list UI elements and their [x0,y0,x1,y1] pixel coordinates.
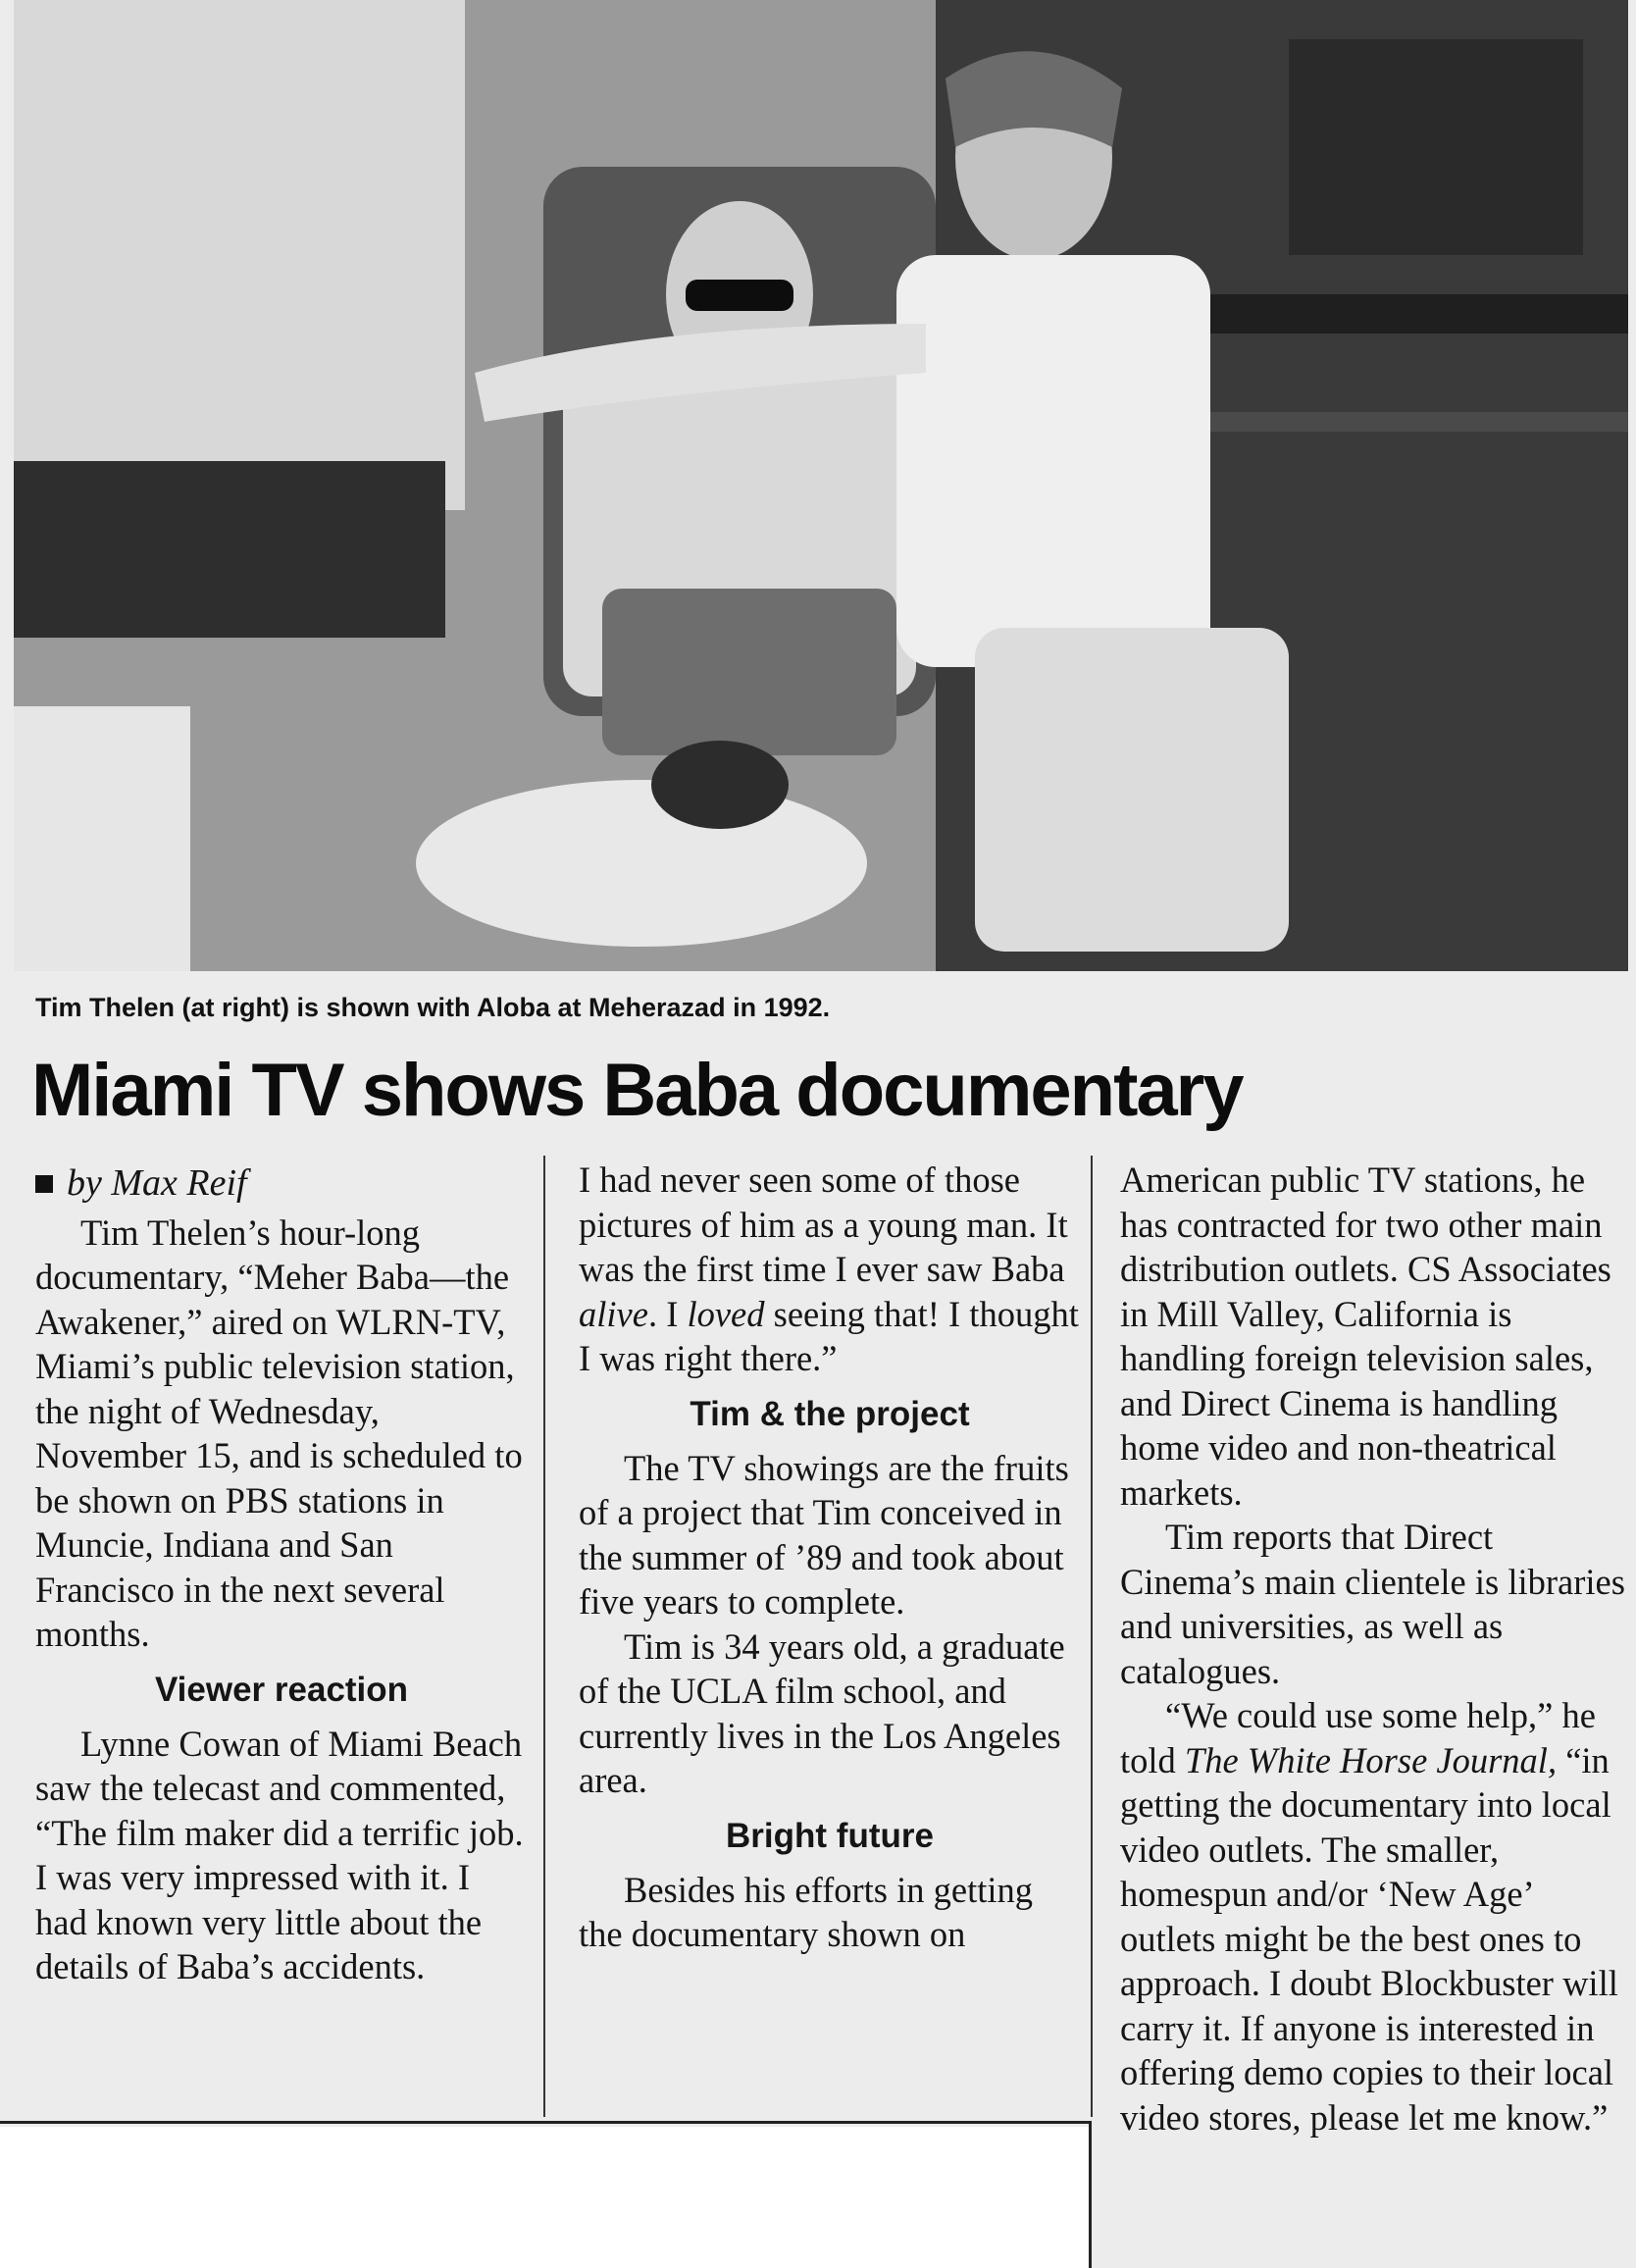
paragraph: Lynne Cowan of Miami Beach saw the telecast and commented, “The film maker did a terrific job. I was very impressed with it. I had known very little about the details of Baba’s accidents. [35,1723,524,1986]
article-column-2 [579,1158,1081,1957]
text-run: “We could use some help,” he told [1120,1695,1596,1780]
text-run: “in getting the documentary into local video outlets. The smaller, homespun and/or ‘New Age’ outlets might be the best ones to approach. I doubt Blockbuster will carry it. If anyone is interested in offering demo copies to their local video stores, please let me know.” [1120,1739,1618,2138]
paragraph: American public TV stations, he has contracted for two other main distribution outlets. CS Associates in Mill Valley, California is handling foreign television sales, and Direct Cinema is handling home video and non-theatrical markets. [1120,1160,1611,1513]
headline: Miami TV shows Baba documentary [31,1049,1243,1132]
paragraph: Tim reports that Direct Cinema’s main clientele is libraries and universities, as well as catalogues. [1120,1517,1625,1691]
text-run: seeing that! I thought I was right there.” [579,1293,1079,1378]
subhead-bright-future: Bright future [726,1816,934,1855]
text-run-italic: loved [687,1293,765,1334]
publication-name: The White Horse Journal, [1184,1739,1558,1780]
clipping-column-extension [1089,2119,1636,2268]
clipping-edge [0,2121,1091,2124]
text-run: I had never seen some of those pictures of him as a young man. It was the first time I ever saw Baba [579,1160,1068,1289]
byline-bullet-icon [35,1175,53,1193]
subhead-tim-project: Tim & the project [690,1394,970,1433]
article-column-1 [35,1161,528,1989]
photo-icon [14,0,1628,971]
article-column-3 [1120,1158,1626,2139]
paragraph [579,1158,1081,1381]
paragraph: Besides his efforts in getting the documentary shown on [579,1869,1034,1954]
column-rule-1 [543,1156,545,2117]
text-run-italic: alive [579,1293,648,1334]
column-rule-2 [1091,1156,1093,2117]
text-run: . I [647,1293,688,1334]
byline-text: by Max Reif [67,1162,247,1204]
photo-caption: Tim Thelen (at right) is shown with Aloba at Meherazad in 1992. [35,993,831,1022]
byline [35,1161,528,1207]
article-photo [14,0,1628,971]
paragraph: Tim Thelen’s hour-long documentary, “Meher Baba—the Awakener,” aired on WLRN-TV, Miami’s public television station, the night of Wednesday, November 15, and is scheduled to be shown on PBS stations in Muncie, Indiana and San Francisco in the next several months. [35,1211,523,1654]
clipping-edge-vertical [1089,2121,1092,2268]
paragraph: Tim is 34 years old, a graduate of the UCLA film school, and currently lives in the Los Angeles area. [579,1625,1065,1800]
paragraph [1120,1693,1626,2139]
paragraph: The TV showings are the fruits of a project that Tim conceived in the summer of ’89 and took about five years to complete. [579,1447,1069,1622]
subhead-viewer-reaction: Viewer reaction [154,1670,409,1709]
